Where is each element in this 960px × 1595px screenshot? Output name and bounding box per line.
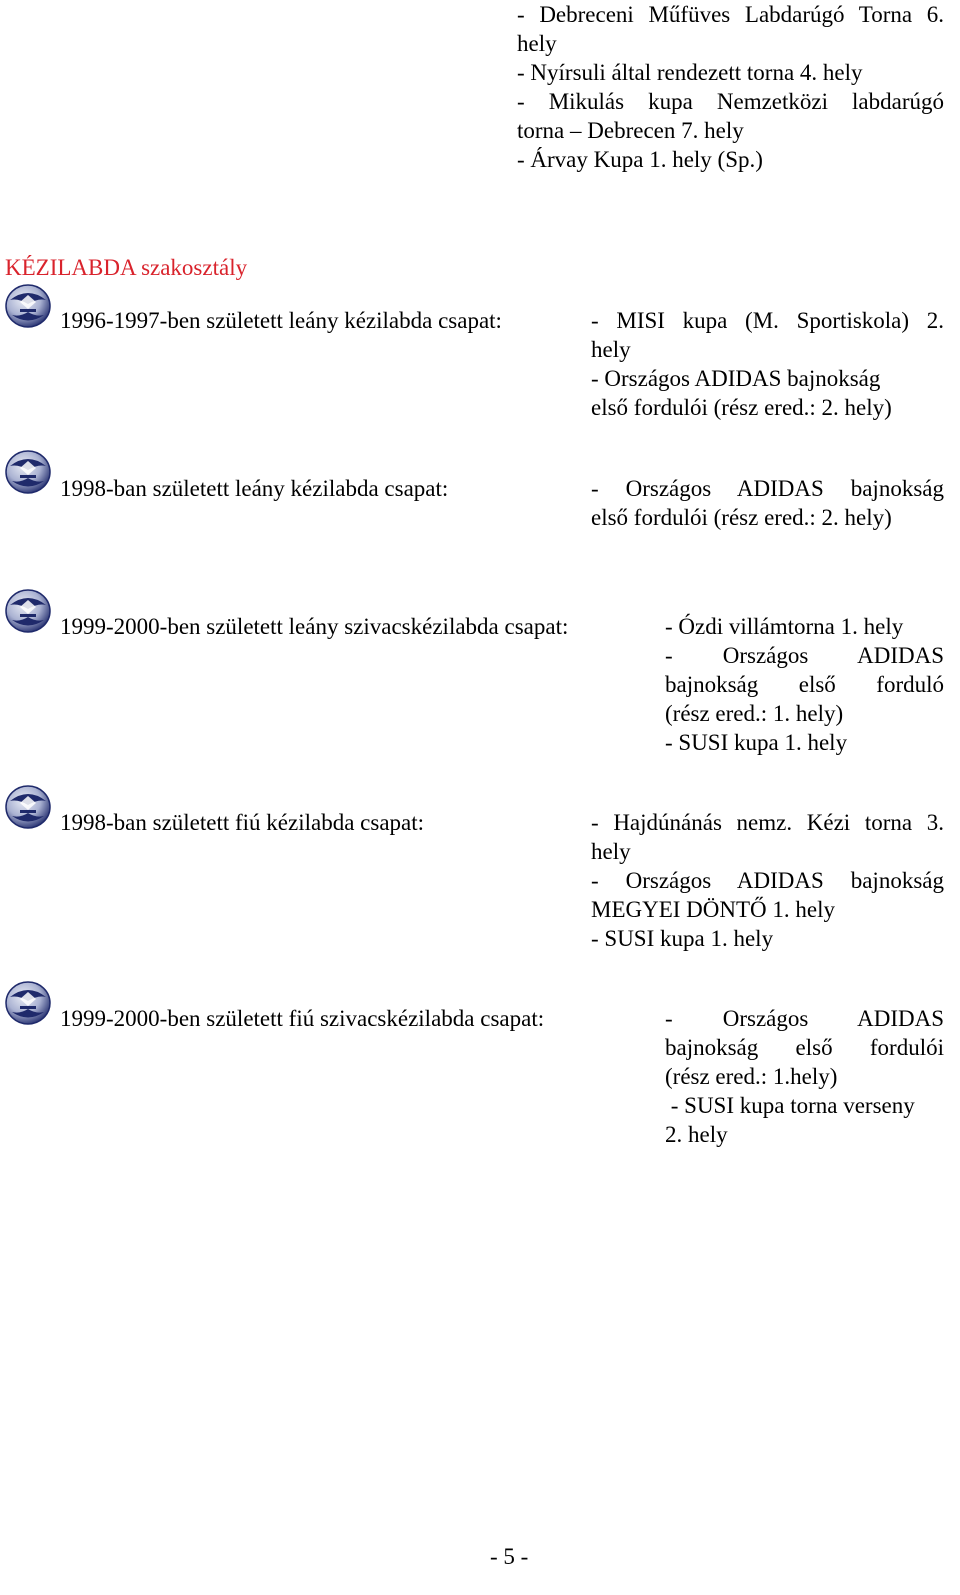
result-line: - Országos ADIDAS <box>665 1006 944 1031</box>
top-line: - Debreceni Műfüves Labdarúgó Torna 6. <box>517 2 944 27</box>
result-line: - SUSI kupa torna verseny <box>665 1093 915 1118</box>
adidas-ball-icon <box>4 282 52 330</box>
team-label: 1998-ban született fiú kézilabda csapat: <box>60 810 425 835</box>
team-label: 1998-ban született leány kézilabda csapat: <box>60 476 449 501</box>
team-results <box>591 808 944 953</box>
result-line: - Hajdúnánás nemz. Kézi torna 3. <box>591 810 944 835</box>
top-line: hely <box>517 31 557 56</box>
result-line: (rész ered.: 1.hely) <box>665 1064 838 1089</box>
result-line: - SUSI kupa 1. hely <box>591 926 774 951</box>
adidas-ball-icon <box>4 979 52 1027</box>
result-line: bajnokság első fordulói <box>665 1035 944 1060</box>
team-results <box>665 1004 944 1149</box>
result-line: - Országos ADIDAS bajnokság <box>591 366 881 391</box>
top-line: - Mikulás kupa Nemzetközi labdarúgó <box>517 89 944 114</box>
result-line: - Országos ADIDAS bajnokság <box>591 868 944 893</box>
result-line: bajnokság első forduló <box>665 672 944 697</box>
page-number: - 5 - <box>490 1544 529 1569</box>
top-results-block <box>517 0 944 174</box>
adidas-ball-icon <box>4 448 52 496</box>
result-line: - Ózdi villámtorna 1. hely <box>665 614 904 639</box>
team-label: 1996-1997-ben született leány kézilabda csapat: <box>60 308 502 333</box>
result-line: hely <box>591 337 631 362</box>
result-line: MEGYEI DÖNTŐ 1. hely <box>591 897 836 922</box>
team-label: 1999-2000-ben született fiú szivacskézilabda csapat: <box>60 1006 545 1031</box>
top-line: - Nyírsuli által rendezett torna 4. hely <box>517 60 863 85</box>
team-results <box>665 612 944 757</box>
result-line: - MISI kupa (M. Sportiskola) 2. <box>591 308 944 333</box>
adidas-ball-icon <box>4 587 52 635</box>
adidas-ball-icon <box>4 783 52 831</box>
top-line: - Árvay Kupa 1. hely (Sp.) <box>517 147 763 172</box>
result-line: 2. hely <box>665 1122 728 1147</box>
team-label: 1999-2000-ben született leány szivacskézilabda csapat: <box>60 614 569 639</box>
section-heading: KÉZILABDA szakosztály <box>5 255 248 280</box>
result-line: első fordulói (rész ered.: 2. hely) <box>591 395 892 420</box>
result-line: - SUSI kupa 1. hely <box>665 730 848 755</box>
result-line: első fordulói (rész ered.: 2. hely) <box>591 505 892 530</box>
team-results <box>591 306 944 422</box>
result-line: (rész ered.: 1. hely) <box>665 701 844 726</box>
top-line: torna – Debrecen 7. hely <box>517 118 744 143</box>
result-line: - Országos ADIDAS <box>665 643 944 668</box>
result-line: hely <box>591 839 631 864</box>
result-line: - Országos ADIDAS bajnokság <box>591 476 944 501</box>
team-results <box>591 474 944 532</box>
